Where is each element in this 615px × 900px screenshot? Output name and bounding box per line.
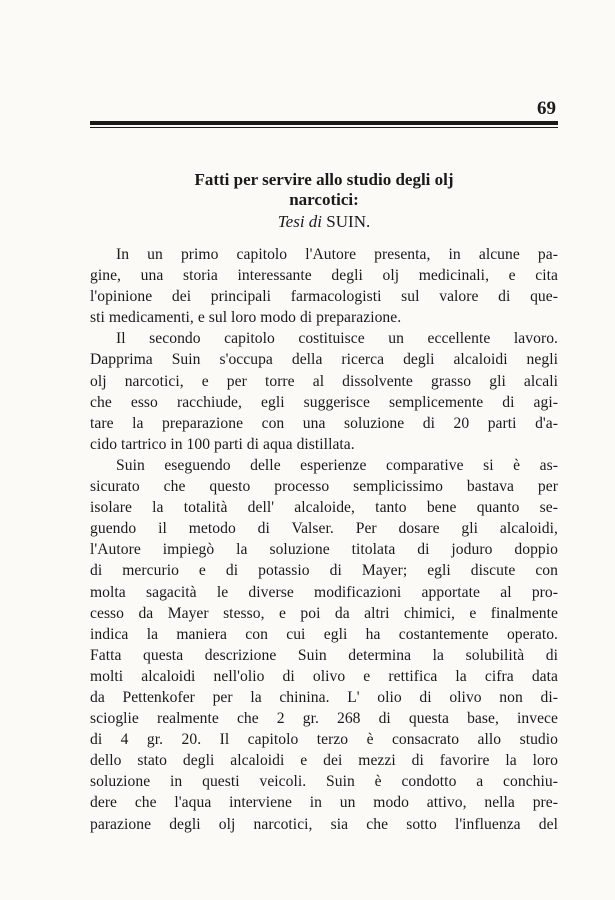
text-line: l'opinione dei principali farmacologisti sul valore di que- <box>90 288 558 306</box>
article-body <box>90 244 558 835</box>
article-title-line1: Fatti per servire allo studio degli olj <box>194 170 454 189</box>
text-line: Dapprima Suin s'occupa della ricerca degli alcaloidi negli <box>90 351 558 369</box>
page-number: 69 <box>537 98 556 119</box>
text-line: molti alcaloidi nell'olio di olivo e rettifica la cifra data <box>90 667 558 685</box>
text-line: molta sagacità le diverse modificazioni apportate al pro- <box>90 583 558 601</box>
text-line: parazione degli olj narcotici, sia che sotto l'influenza del <box>90 815 558 833</box>
subtitle-prefix: Tesi di <box>277 212 323 231</box>
text-line: sicurato che questo processo semplicissimo bastava per <box>90 478 558 496</box>
text-line: di 4 gr. 20. Il capitolo terzo è consacrato allo studio <box>90 731 558 749</box>
text-line: In un primo capitolo l'Autore presenta, in alcune pa- <box>116 246 558 263</box>
text-line: l'Autore impiegò la soluzione titolata di joduro doppio <box>90 541 558 559</box>
text-line: cesso da Mayer stesso, e poi da altri chimici, e finalmente <box>90 604 558 622</box>
text-line: di mercurio e di potassio di Mayer; egli discute con <box>90 562 558 580</box>
text-line: isolare la totalità dell' alcaloide, tanto bene quanto se- <box>90 499 558 517</box>
text-line: olj narcotici, e per torre al dissolvente grasso gli alcali <box>90 372 558 390</box>
text-line: indica la maniera con cui egli ha costantemente operato. <box>90 625 558 643</box>
article-subtitle <box>90 211 558 232</box>
header-rule-thick <box>90 121 558 125</box>
article-heading <box>90 170 558 232</box>
text-line: guendo il metodo di Valser. Per dosare gli alcaloidi, <box>90 520 558 538</box>
text-line: Fatta questa descrizione Suin determina la solubilità di <box>90 646 558 664</box>
text-line: che esso racchiude, egli suggerisce semplicemente di agi- <box>90 393 558 411</box>
text-line: Il secondo capitolo costituisce un eccellente lavoro. <box>116 330 558 348</box>
text-line: dello stato degli alcaloidi e dei mezzi di favorire la loro <box>90 752 558 770</box>
text-line: dere che l'aqua interviene in un modo attivo, nella pre- <box>90 794 558 812</box>
subtitle-author: SUIN. <box>326 212 371 231</box>
header-rule-thin <box>90 127 558 128</box>
text-line: gine, una storia interessante degli olj medicinali, e cita <box>90 267 558 285</box>
text-line: cido tartrico in 100 parti di aqua distillata. <box>90 435 355 453</box>
article-title-line2: narcotici: <box>289 190 359 209</box>
text-line: soluzione in questi veicoli. Suin è condotto a conchiu- <box>90 773 558 791</box>
text-line: Suin eseguendo delle esperienze comparative si è as- <box>116 456 558 474</box>
text-line: sti medicamenti, e sul loro modo di preparazione. <box>90 309 402 327</box>
text-line: tare la preparazione con una soluzione di 20 parti d'a- <box>90 414 558 432</box>
text-line: scioglie realmente che 2 gr. 268 di questa base, invece <box>90 710 558 728</box>
text-line: da Pettenkofer per la chinina. L' olio di olivo non di- <box>90 688 558 706</box>
